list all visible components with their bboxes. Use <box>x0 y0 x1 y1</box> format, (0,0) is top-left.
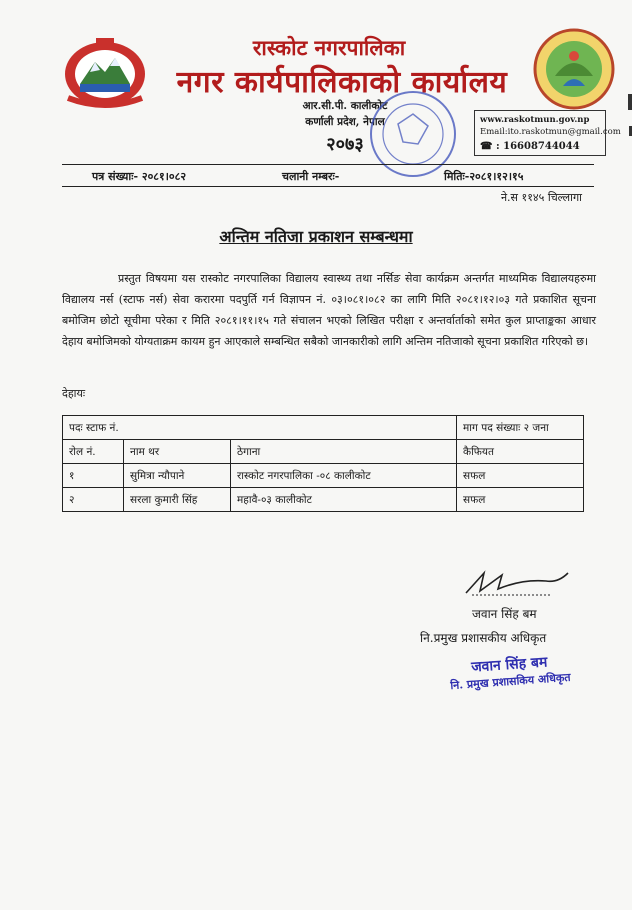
website-link[interactable]: www.raskotmun.gov.np <box>480 115 590 125</box>
header-roll: रोल नं. <box>63 440 124 464</box>
cell-roll: २ <box>63 488 124 512</box>
edge-mark <box>628 94 632 110</box>
signature-icon <box>462 567 572 599</box>
established-year: २०७३ <box>326 134 364 155</box>
municipality-name: रास्कोट नगरपालिका <box>252 35 406 60</box>
subject-heading: अन्तिम नतिजा प्रकाशन सम्बन्धमा <box>219 227 413 246</box>
letter-date: मितिः-२०८१।१२।१५ <box>444 170 524 183</box>
cell-remarks: सफल <box>457 488 584 512</box>
post-label: पदः स्टाफ नं. <box>63 416 457 440</box>
table-title-row <box>63 416 584 440</box>
header-address: ठेगाना <box>231 440 457 464</box>
demand-label: माग पद संख्याः २ जना <box>457 416 584 440</box>
stamp-name: जवान सिंह बम <box>470 654 548 676</box>
header-remarks: कैफियत <box>457 440 584 464</box>
address-line-1: आर.सी.पी. कालीकोट <box>302 100 388 112</box>
cell-roll: १ <box>63 464 124 488</box>
table-row <box>63 464 584 488</box>
table-header-row <box>63 440 584 464</box>
phone-icon: ☎ <box>480 141 493 152</box>
cell-remarks: सफल <box>457 464 584 488</box>
divider <box>62 164 594 165</box>
cell-name: सुमित्रा न्यौपाने <box>124 464 231 488</box>
nepal-sambat-date: ने.स ११४५ चिल्लागा <box>500 191 582 204</box>
signatory-stamp <box>429 649 591 700</box>
contact-box <box>474 110 621 156</box>
address-line-2: कर्णाली प्रदेश, नेपाल <box>305 116 385 128</box>
office-name: नगर कार्यपालिकाको कार्यालय <box>176 65 508 100</box>
letter-number: पत्र संख्याः- २०८१।०८२ <box>92 170 187 183</box>
cell-address: रास्कोट नगरपालिका -०८ कालीकोट <box>231 464 457 488</box>
municipality-logo-icon <box>533 28 615 110</box>
notice-body: प्रस्तुत विषयमा यस रास्कोट नगरपालिका विद्यालय स्वास्थ्य तथा नर्सिङ सेवा कार्यक्रम अन्तर्गत माध्यमिक विद्यालयहरुमा विद्यालय नर्स (स्टाफ नर्स) सेवा करारमा पदपुर्ति गर्न विज्ञापन नं. ०३।०८१।०८२ का लागि मिति २०८१।१२।०३ गते प्रकाशित सूचना बमोजिम छोटो सूचीमा परेका र मिति २०८१।११।१५ गते संचालन भएको लिखित परीक्षा र अन्तर्वार्ताको समेत कुल प्राप्ताङ्कका आधार देहाय बमोजिमको योग्यताक्रम कायम हुन आएकाले सम्बन्धित सबैको जानकारीको लागि अन्तिम नतिजाको सूचना प्रकाशित गरिएको छ। <box>62 272 596 348</box>
header-name: नाम थर <box>124 440 231 464</box>
divider <box>62 186 594 187</box>
email-text: Email:ito.raskotmun@gmail.com <box>480 127 621 137</box>
dispatch-number: चलानी नम्बरः- <box>282 170 340 183</box>
table-row <box>63 488 584 512</box>
signatory-post: नि.प्रमुख प्रशासकीय अधिकृत <box>420 631 547 645</box>
phone-number: : 16608744044 <box>495 141 580 152</box>
cell-address: महावै-०३ कालीकोट <box>231 488 457 512</box>
cell-name: सरला कुमारी सिंह <box>124 488 231 512</box>
result-table <box>62 415 584 512</box>
phone-text <box>480 141 600 153</box>
list-heading: देहायः <box>62 387 86 400</box>
stamp-post: नि. प्रमुख प्रशासकिय अधिकृत <box>449 670 572 693</box>
signatory-name: जवान सिंह बम <box>472 607 537 621</box>
